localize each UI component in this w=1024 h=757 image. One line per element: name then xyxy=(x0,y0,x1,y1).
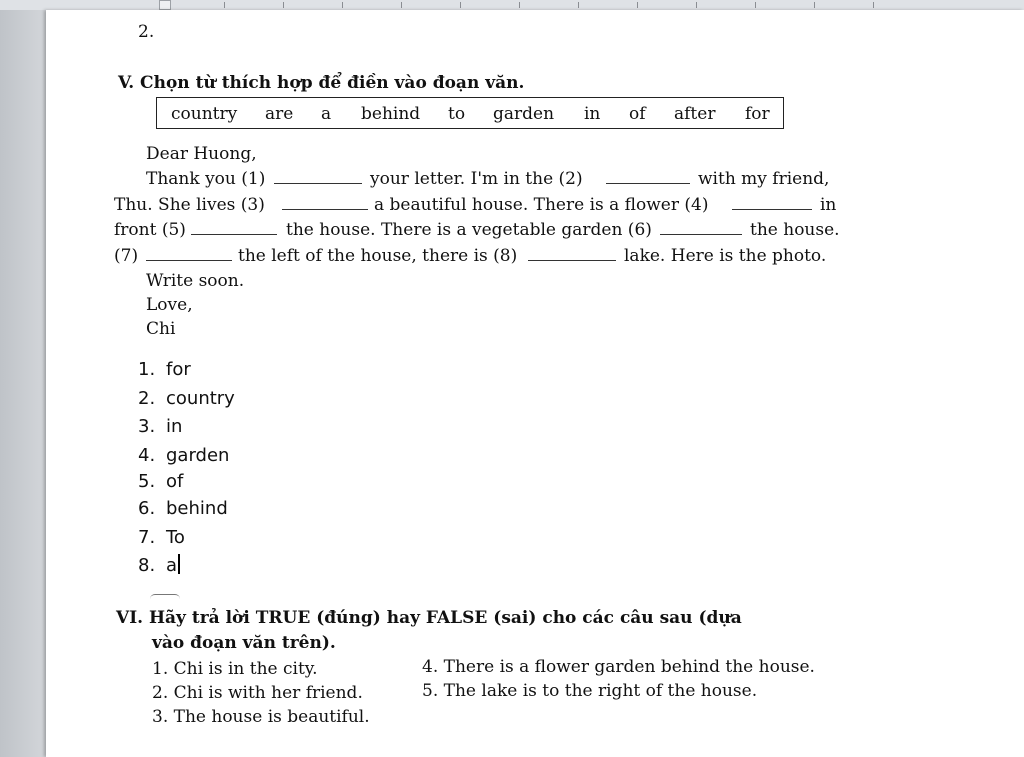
letter-line4-b: the left of the house, there is (8) xyxy=(238,246,518,266)
word-bank xyxy=(156,97,784,129)
letter-line3-a: front (5) xyxy=(114,220,186,240)
document-page[interactable] xyxy=(46,10,1024,757)
tf-statement: 5. The lake is to the right of the house. xyxy=(422,681,758,701)
letter-line1-c: with my friend, xyxy=(698,169,830,189)
answer-text[interactable]: country xyxy=(166,388,235,409)
top-number: 2. xyxy=(138,22,155,42)
blank-1 xyxy=(274,169,362,189)
cut-off-text-fragment xyxy=(150,594,180,599)
text-cursor xyxy=(178,554,180,574)
tf-statement: 3. The house is beautiful. xyxy=(152,707,370,727)
word-bank-item: of xyxy=(629,104,646,124)
section6-title-line1: VI. Hãy trả lời TRUE (đúng) hay FALSE (sai) cho các câu sau (dựa xyxy=(116,608,742,628)
letter-signature: Chi xyxy=(146,319,176,339)
blank-3 xyxy=(282,195,368,215)
word-bank-item: country xyxy=(171,104,238,124)
ruler-tick xyxy=(460,2,461,8)
ruler-tick xyxy=(637,2,638,8)
tf-statement: 1. Chi is in the city. xyxy=(152,659,318,679)
letter-line2-a: Thu. She lives (3) xyxy=(114,195,265,215)
ruler-tick xyxy=(519,2,520,8)
answer-item[interactable] xyxy=(138,498,228,520)
ruler-tick xyxy=(814,2,815,8)
letter-line2-c: in xyxy=(820,195,837,215)
ruler-tick xyxy=(401,2,402,8)
answer-item[interactable] xyxy=(138,554,180,577)
answer-item[interactable] xyxy=(138,416,182,438)
letter-closing-2: Love, xyxy=(146,295,193,315)
answer-text[interactable]: behind xyxy=(166,498,228,519)
answer-number: 7. xyxy=(138,527,156,548)
answer-item[interactable] xyxy=(138,471,183,493)
answer-number: 3. xyxy=(138,416,156,437)
answer-item[interactable] xyxy=(138,359,191,381)
answer-number: 4. xyxy=(138,445,156,466)
blank-4 xyxy=(732,195,812,215)
letter-line1-a: Thank you (1) xyxy=(146,169,266,189)
letter-line1-b: your letter. I'm in the (2) xyxy=(370,169,583,189)
ruler-tick xyxy=(283,2,284,8)
blank-6 xyxy=(660,220,742,240)
tf-statement: 2. Chi is with her friend. xyxy=(152,683,363,703)
left-margin-bar xyxy=(0,10,46,757)
letter-line4-a: (7) xyxy=(114,246,139,266)
word-bank-item: garden xyxy=(493,104,555,124)
section5-title: V. Chọn từ thích hợp để điền vào đoạn văn. xyxy=(118,73,525,93)
indent-marker[interactable] xyxy=(159,0,171,10)
tf-statement: 4. There is a flower garden behind the house. xyxy=(422,657,815,677)
ruler-tick xyxy=(755,2,756,8)
ruler-tick xyxy=(873,2,874,8)
answer-number: 6. xyxy=(138,498,156,519)
answer-text[interactable]: a xyxy=(166,555,178,576)
word-bank-item: to xyxy=(448,104,466,124)
answer-number: 5. xyxy=(138,471,156,492)
answer-number: 2. xyxy=(138,388,156,409)
answer-number: 8. xyxy=(138,555,156,576)
ruler-tick xyxy=(696,2,697,8)
word-bank-item: are xyxy=(265,104,294,124)
answer-item[interactable] xyxy=(138,388,235,410)
answer-text[interactable]: in xyxy=(166,416,183,437)
answer-item[interactable] xyxy=(138,445,229,467)
word-bank-item: a xyxy=(321,104,332,124)
answer-number: 1. xyxy=(138,359,156,380)
letter-line4-c: lake. Here is the photo. xyxy=(624,246,827,266)
answer-text[interactable]: garden xyxy=(166,445,230,466)
ruler-tick xyxy=(224,2,225,8)
letter-closing-1: Write soon. xyxy=(146,271,245,291)
blank-2 xyxy=(606,169,690,189)
letter-salutation: Dear Huong, xyxy=(146,144,257,164)
blank-5 xyxy=(191,220,277,240)
section6-title-line2: vào đoạn văn trên). xyxy=(152,633,336,653)
word-bank-item: behind xyxy=(361,104,421,124)
answer-text[interactable]: for xyxy=(166,359,191,380)
blank-8 xyxy=(528,246,616,266)
letter-line2-b: a beautiful house. There is a flower (4) xyxy=(374,195,709,215)
answer-text[interactable]: To xyxy=(166,527,185,548)
blank-7 xyxy=(146,246,232,266)
ruler-tick xyxy=(578,2,579,8)
word-bank-item: in xyxy=(584,104,601,124)
ruler-tick xyxy=(342,2,343,8)
word-bank-item: after xyxy=(674,104,716,124)
answer-item[interactable] xyxy=(138,527,185,549)
word-bank-item: for xyxy=(745,104,770,124)
letter-line3-b: the house. There is a vegetable garden (6) xyxy=(286,220,652,240)
answer-text[interactable]: of xyxy=(166,471,184,492)
letter-line3-c: the house. xyxy=(750,220,840,240)
